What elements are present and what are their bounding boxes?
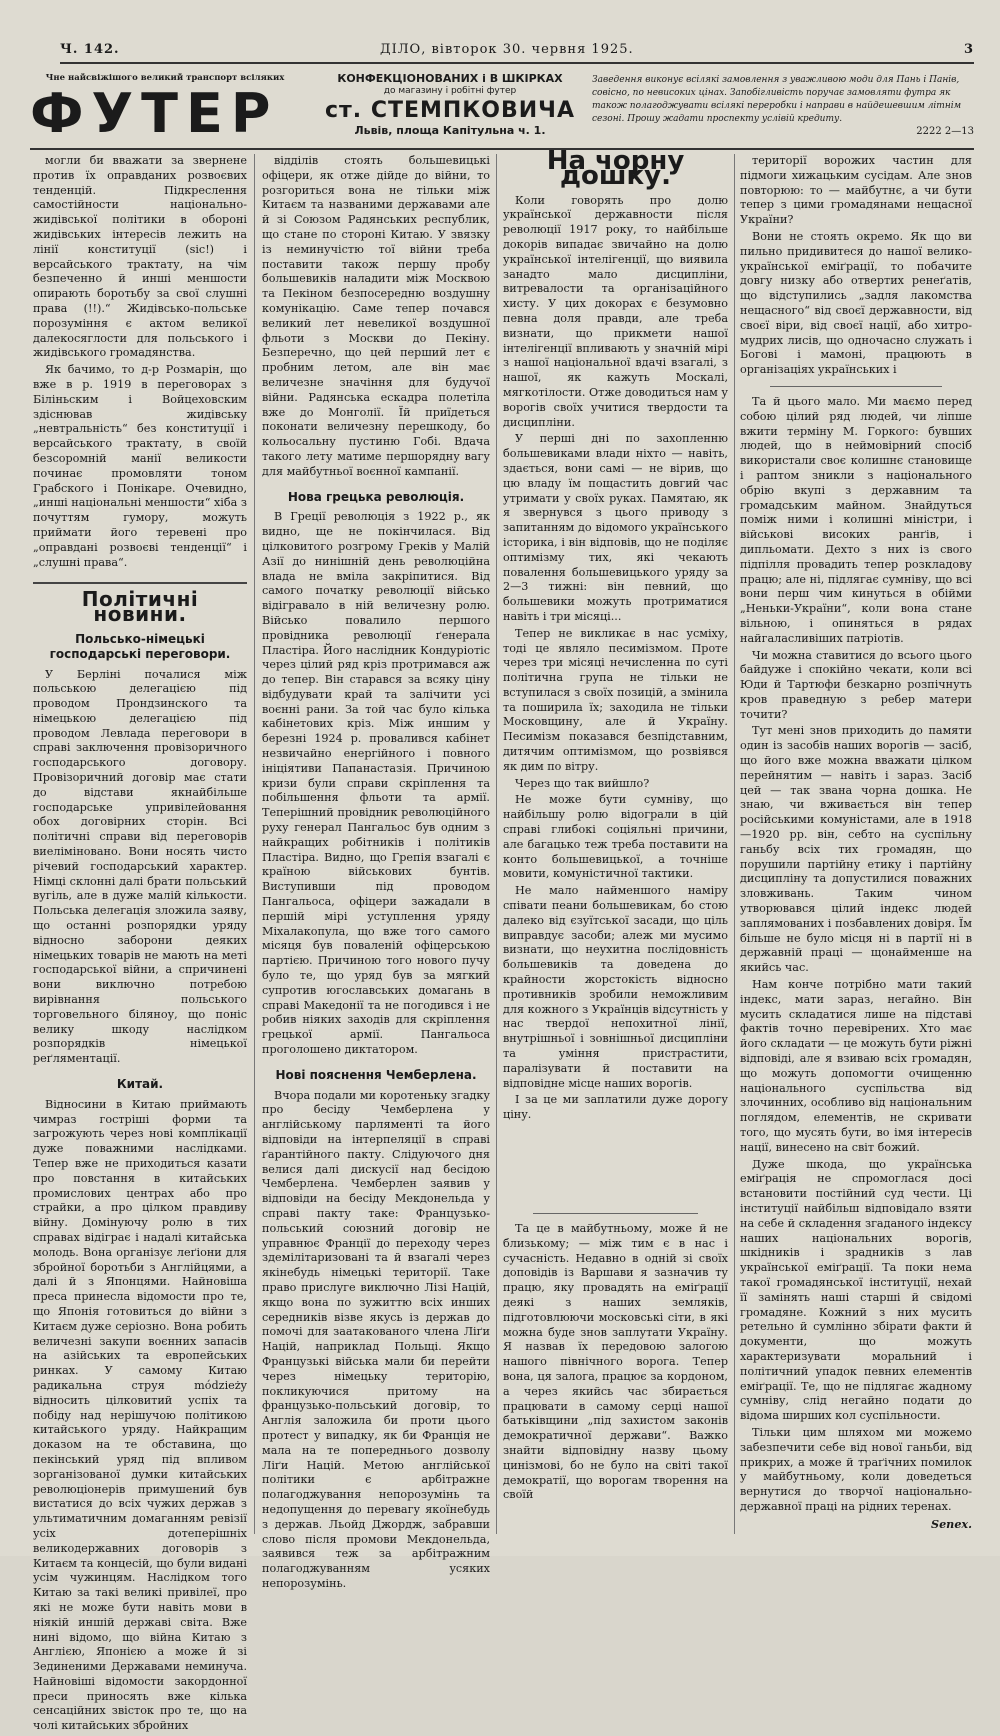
column-1: [33, 154, 247, 1736]
paragraph: Вчора подали ми коротеньку згадку про бесіду Чемберлена у англійському парляменті та його відповіди на інтерпеляції в справі ґарантійного пакту. Слідуючого дня велися далі дискусії над бесідою Чемберлена. Чемберлен заявив у відповіди на бесіду Мекдонельда у справі пакту таке: Французько-польський союзний договір не управнює Франції до переходу через здемілітаризовані та й взагалі через якінебудь німецькі території. Таке право прислуге виключно Лізі Націй, якщо вона по зужиттю всіх инших середників візве якусь із держав до помочі для заатакованого члена Ліґи Націй, наприклад Польщі. Якщо Французькі війська мали би перейти через німецьку територію, покликуючися притому на французько-польський договір, то Англія заложила би проти цього протест у випадку, як би Франція не мала на те попереднього дозволу Ліґи Націй. Метою англійської політики є арбітражне полагоджування непорозумінь та недопущення до перевагу якоїнебудь з держав. Льойд Джордж, забравши слово після промови Мекдонельда, заявився теж за арбітражним полагоджуванням усяких непорозумінь.: [262, 1088, 490, 1590]
paragraph: Нам конче потрібно мати такий індекс, мати зараз, негайно. Він мусить складатися лише на підставі фактів точно перевірених. Хто має його складати — це можуть бути ріжні відповіді, але я взиваю всіх громадян, що можуть допомогти очищенню національного суспільства від злочинних, особливо від національним поглядом, елементів, не скривати того, що мусять бути, во імя інтересів нації, винесено на світ божий.: [740, 978, 972, 1154]
section-title: Політичні новини.: [33, 582, 247, 622]
author-signature: Senex.: [930, 1516, 972, 1531]
article-title: Нова грецька революція.: [287, 489, 465, 504]
column-3: [503, 146, 728, 1505]
ad-merchant-name: ст. СТЕМПКОВИЧА: [325, 98, 575, 123]
ad-mid-line2: до магазину і робітні футер: [383, 86, 517, 96]
paragraph: відділів стоять большевицькі офіцери, як отже дійде до війни, то розгориться вона не тільки між Китаєм та названими державами але й зі Союзом Радянських республик, що стане по стороні Китаю. У звязку із неминучістю тої війни треба поставити також першу пробу большевиків наладити між Москвою та Пекіном безпосередню воздушну комунікацію. Саме тепер почався великий лет невеликої воздушної фльоти з Москви до Пекіну. Безперечно, що цей перший лет є пробним летом, але він має величезне значіння для будучої війни. Радянська ескадра полетіла вже до Монголії. Їй приїдеться поконати величезну перешкоду, бо кольосальну пустиню Гобі. Вдача такого лету матиме першорядну вагу для майбутньої воєнної кампанії.: [262, 154, 490, 478]
paragraph: Не може бути сумніву, що найбільшу ролю відограли в цій справі глибокі соціяльні причини, але багацько теж треба поставити на конто большевицької, а точніше мовити, комуністичної тактики.: [503, 793, 728, 881]
paragraph: Тут мені знов приходить до памяти один із засобів наших ворогів — засіб, що його вже можна вважати цілком перейнятим — навіть і зараз. Засіб цей — так звана чорна дошка. Не знаю, чи вживається він тепер російськими комуністами, але в 1918—1920 рр. він, себто на суспільну ганьбу всіх тих громадян, що порушили партійну етику і партійну дисципліну та допустилися поважних зловживань. Таким чином утворювався цілий індекс людей заплямованих і позбавлених довіря. Їм більше не було місця ні в партії ні в державній праці — щонайменше на якийсь час.: [740, 724, 972, 975]
paragraph: Як бачимо, то д-р Розмарін, що вже в р. 1919 в переговорах з Біліньским і Войцеховским здіснював жидівську „невтральність“ без конституції і версайського трактату, в своїй безсоромній манії великости починає промовляти тоном Грабского і Понікаре. Очевидно, „инші національні меншости“ хіба з почуттям гумору, можуть приймати його теревені про „оправдані розвоєві тенденції“ і „слушні права“.: [33, 363, 247, 569]
blank-space: [503, 1125, 728, 1205]
paragraph: В Греції революція з 1922 р., як видно, ще не покінчилася. Від цілковитого розгрому Греків у Малій Азії до нинішній день революційна влада не вміла закріпитися. Від самого початку революції військо відігравало в ній величезну ролю. Військо повалило першого провідника революції ґенерала Пластіра. Його наслідник Кондуріотіс через цілий ряд кріз протримався аж до тепер. Він старався за всяку ціну відбудувати край та залічити усі воєнні рани. За той час було кілька кабінетових кріз. Між иншим у березні 1924 р. провалився кабінет незвичайно енергійного і повного ініціятиви Папанастазія. Причиною кризи були справи скріплення та побільшення фльоти та армії. Теперішний провідник революційного руху генерал Пангальос був одним з найкращих робітників і політиків Пластіра. Видно, що Грепія взагалі є країною військових бунтів. Виступивши під проводом Пангальоса, офіцери зажадали в першій мірі уступлення уряду Міхалакопула, що вже того самого місяця був поваленій офіцерською партією. Причиною того нового пучу було те, що уряд був за мягкий супротив югославських домагань в справі Македонії та не погодився і не робив ніяких заходів для скріплення грецької армії. Пангальоса проголошено диктатором.: [262, 510, 490, 1057]
issue-number: Ч. 142.: [60, 42, 120, 57]
paragraph: Тільки цим шляхом ми можемо забезпечити себе від нової ганьби, від прикрих, а може й траґічних помилок у майбутньому, коли доведеться вернутися до творчої національно-державної праці на рідних теренах.: [740, 1425, 972, 1513]
paragraph: території ворожих частин для підмоги хижацьким сусідам. Але знов повторюю: то — майбутнє, а чи бути тепер з цими громадянами нещасної України?: [740, 154, 972, 227]
column-4: [740, 154, 972, 1532]
ad-mid-line1: КОНФЕКЦІОНОВАНИХ і В ШКІРКАХ: [337, 72, 563, 85]
article-title: Польсько-німецькі господарські переговори.: [49, 631, 231, 661]
paragraph: Та це в майбутньому, може й не близькому; — між тим є в нас і сучасність. Недавно в одній зі своїх доповідів із Варшави я зазначив ту працю, яку провадять на еміґрації деякі з наших земляків, підготовлюючи московські сіти, в які можна буде знов заплутати Україну. Я назвав їх передовою залогою нашого північного ворога. Тепер вона, ця залога, працює за кордоном, а через якийсь час збирається працювати в самому серці нашої батьківщини „під захистом законів демократичної держави“. Важко знайти відповідну назву цьому цинізмові, бо не було на світі такої демократії, що ворогам творення на своїй: [503, 1222, 728, 1502]
paragraph: Чи можна ставитися до всього цього байдуже і спокійно чекати, коли всі Юди й Тартюфи безкарно розпічнуть кров праведную з ребер матери точити?: [740, 648, 972, 721]
article-title: Нові пояснення Чемберлена.: [275, 1067, 477, 1082]
column-rule: [496, 154, 497, 1534]
article-title: На чорну дошку.: [546, 146, 685, 191]
ad-description: Заведення виконує всілякі замовлення з уважливою моди для Пань і Панів, совісно, по невисоких цінах. Запобігливість поручає замовляти футра як також полагоджувати всілякі переробки і направи в найдешевшим літнім сезоні. Прошу жадати проспекту услівій кредиту.: [592, 75, 962, 124]
paragraph: І за це ми заплатили дуже дорогу ціну.: [503, 1093, 728, 1122]
paragraph: У Берліні почалися між польською делегацією під проводом Прондзинского та німецькою делегацією під проводом Левлада переговори в справі заключення провізоричного господарського договору. Провізоричний договір має стати до відстави якнайбільше господарське упривілейовання обох договірних сторін. Всі політичні справи від переговорів виеліміновано. Вони носять чисто річевий господарський характер. Німці склонні далі брати польський вугіль, але в дуже малій кількости. Польська делегація зложила заяву, що останні розпорядки уряду відносно заборони деяких німецьких товарів не мають на меті господарської війни, а спричинені вони виключно потребою вирівнання польського торговельного біляноу, що поніс велику шкоду наслідком розпорядків німецької реґляментації.: [33, 667, 247, 1066]
ad-middle: [315, 72, 585, 137]
paragraph: Тепер не викликає в нас усміху, тоді це являло песимізмом. Проте через три місяці нечисленна по суті політична група не тільки не вступилася з своїх позицій, а змінила та поширила їх; заходила не тільки Московщину, але й Україну. Песимізм показався безпідставним, дитячим оптимізмом, що розвіявся як дим по вітру.: [503, 626, 728, 773]
paragraph: Через що так вийшло?: [515, 776, 650, 790]
separator: [770, 386, 942, 387]
paragraph: Дуже шкода, що українська еміґрація не спромоглася досі встановити постійний суд чести. Ці інституції найбільш відповідало взяти на себе й складення згаданого індексу наших національних ворогів, шкідників і зрадників з лав української еміґрації. Та поки нема такої громадянської інституції, нехай її замінять наші старші й свідомі громадяне. Кожний з них мусить ретельно й сумлінно збірати факти й документи, що можуть характеризувати моральний і політичний упадок певних елементів еміґрації. Те, що не підлягає жадному сумніву, слід негайно подати до відома ширших кол суспільности.: [740, 1157, 972, 1423]
paragraph: Відносини в Китаю приймають чимраз гостріші форми та загрожують через нові комплікації дуже поважними наслідками. Тепер вже не приходиться казати про повстання в китайських промислових центрах або про страйки, а про цілком правдиву війну. Домінуючу ролю в тих справах відіграє і надалі китайська молодь. Вона організує леґіони для збройної боротьби з Англійцями, а далі й з Японцями. Найновіша преса принесла відомости про те, що Японія готовиться до війни з Китаєм дуже серіозно. Вона робить величезні закупи воєнних запасів на азійських та европейських ринках. У самому Китаю радикальна струя módzieży відносить цілковитий успіх та побіду над нерішучою політикою китайського уряду. Найкращим доказом на те обставина, що пекінський уряд під впливом зорганізованої думки китайських революціонерів примушений був вистатися до всіх чужих держав з ультиматичним домаганням ревізії усіх дотеперішніх великодержавних договорів з Китаєм та концесій, що були видані усім чужинцям. Наслідком того Китаю за такі великі привілеї, про які не може бути навіть мови в ніякій иншій державі світа. Вже нині відомо, що війна Китаю з Англією, Японією а може й зі Зединеними Державами неминуча. Найновіші відомости закордонної преси приносять вже кілька сенсаційних звісток про те, що на чолі китайських збройних: [33, 1097, 247, 1733]
column-rule: [734, 154, 735, 1534]
paragraph: У перші дні по захопленню большевиками влади ніхто — навіть, здається, вони самі — не вірив, що цю владу їм пощастить довгий час утримати у своїх руках. Памятаю, як я звернувся з цього приводу з запитанням до відомого українського історика, і він відповів, що не поділяє оптимізму тих, які чекають повалення большевицького уряду за 2—3 тижні: він певний, що большевики можуть протриматися навіть і три місяці...: [503, 432, 728, 623]
paragraph: Вони не стоять окремо. Як що ви пильно придивитеся до нашої велико-української еміґрації, то побачите довгу низку або отвертих ренеґатів, що відступились „задля лакомства нещасного“ від своєї державности, від своєї віри, від своєї нації, або хитро-мудрих лисів, що одночасно служать і Богові і мамоні, працюють в організаціях українських і: [740, 229, 972, 377]
page-header: [60, 40, 974, 64]
ad-address: Львів, площа Капітульна ч. 1.: [354, 124, 546, 137]
ad-headline: ФУТЕР: [30, 82, 279, 145]
paragraph: могли би вважати за звернене против їх оправданих розвоєвих тенденцій. Підкреслення самостійности національно-жидівської політики в обороні жидівських інтересів лежить на лінії конституції (sic!) і версайського трактату, на чім безпеченно й инші меншости опирають боротьбу за свої слушні права (!!).“ Жидівсько-польське порозуміння є актом великої далекосяглости для польського і жидівського громадянства.: [33, 154, 247, 360]
paragraph: Коли говорять про долю української державности після революції 1917 року, то найбільше докорів випадає звичайно на долю української інтелігенції, що виявила занадто мало дисципліни, витревалости та організаційного хисту. У цих докорах є безумовно певна доля правди, але треба визнати, що прикмети нашої інтелігенції впливають у значній мірі з нашої національної вдачі взагалі, з нашої, як кажуть Москалі, мягкотілости. Отже доводиться нам у ворогів своїх учитися твердости та дисципліни.: [503, 193, 728, 429]
paragraph: Та й цього мало. Ми маємо перед собою цілий ряд людей, чи ліпше вжити терміну М. Горкого: бувших людей, що в неймовірний спосіб використали своє колишнє становище і раптом зникли з національного обрію вкупі з державним та громадським майном. Знайдуться поміж ними і колишні міністри, і військові високих ранґів, і дипльомати. Дехто з них із свого підпілля провадить тепер розкладову працю; але ні, підлягає сумніву, що всі вони перш чим кинуться в обійми „Неньки-України“, коли вона стане вільною, і опиняться в рядах найгаласливіших патріотів.: [740, 394, 972, 645]
ad-tagline: Чне найсвіжішого великий транспорт всіляких: [45, 73, 285, 83]
page-number: 3: [963, 42, 974, 57]
fur-advertisement: [30, 72, 974, 150]
separator: [533, 1213, 698, 1214]
masthead-date: ДІЛО, вівторок 30. червня 1925.: [380, 42, 634, 57]
article-title: Китай.: [116, 1077, 164, 1092]
column-rule: [254, 154, 255, 1534]
paragraph: Не мало найменшого наміру співати пеани большевикам, бо стою далеко від єзуїтської засади, що ціль виправдує засоби; алеж ми мусимо визнати, що неухитна послідовність большевиків та доведена до крайности жорстокість відносно противників зробили неможливим для кожного з Українців відсутність у нас твердої непохитної лінії, внутрішньої і зовнішньої дисципліни та уміння пристрастити, паралізувати й поставити на відповідне місце наших ворогів.: [503, 884, 728, 1090]
ad-code: 2222 2—13: [916, 126, 974, 137]
column-2: [262, 154, 490, 1594]
